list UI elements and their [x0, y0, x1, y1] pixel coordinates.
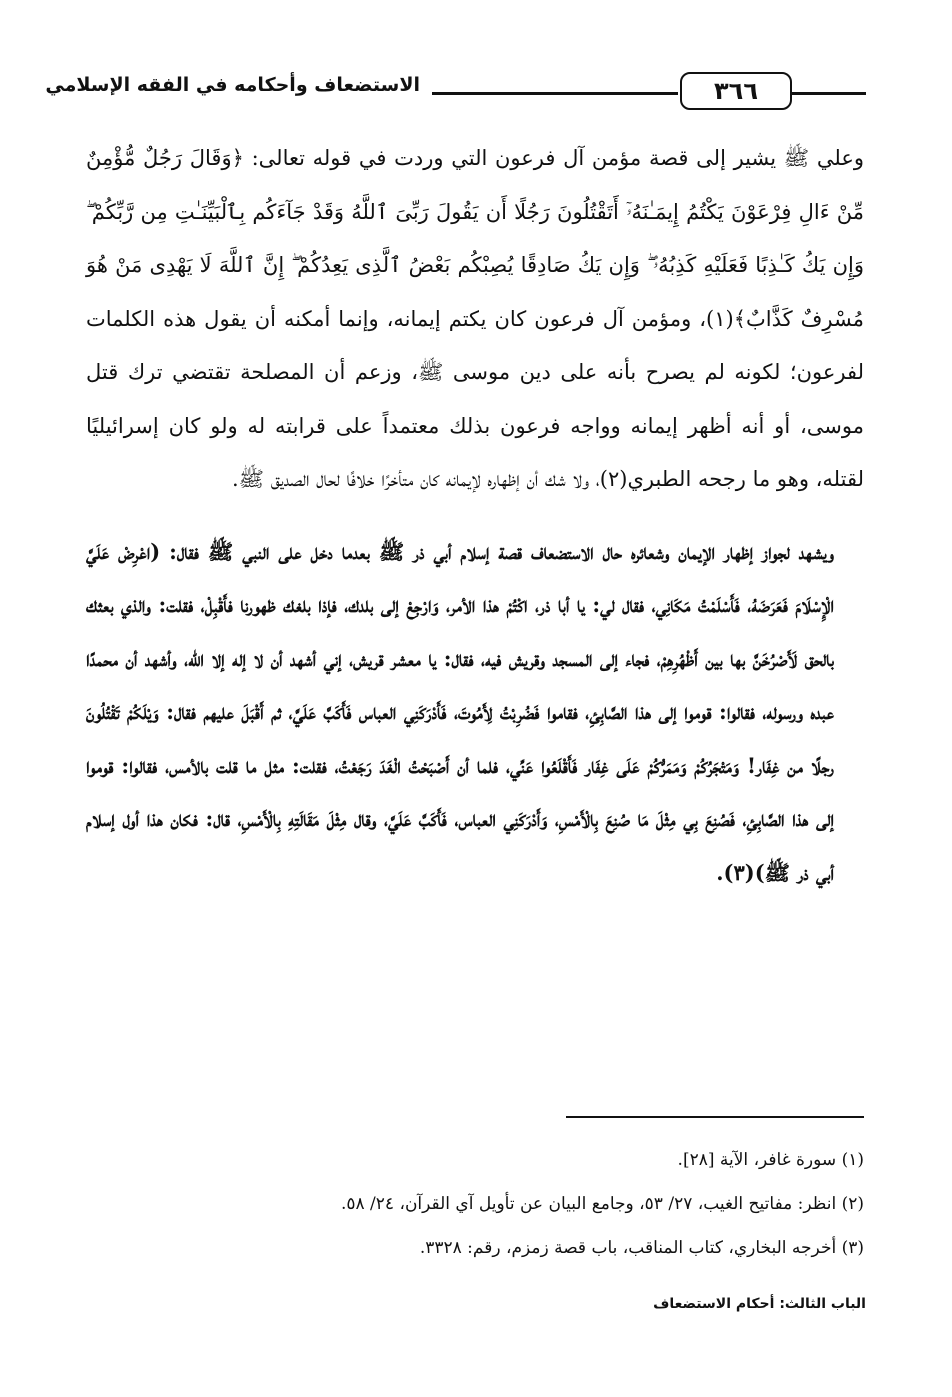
running-title: الاستضعاف وأحكامه في الفقه الإسلامي — [39, 74, 426, 96]
paragraph-2: ويشهد لجواز إظهار الإيمان وشعائره حال الاستضعاف قصة إسلام أبي ذر ﷺ بعدما دخل على النبي ﷺ فقال: (اعْرِضْ عَلَيَّ الْإِسْلَامَ فَعَرَضَهُ، فَأَسْلَمْتُ مَكَانِي، فقال لي: يا أبا ذر، اكْتُمْ هذا الأمر، وَارْجِعْ إلى بلدك، فإذا بلغك ظهورنا فأَقْبِلْ، فقلت: والذي بعثك بالحق لَأَصْرُخَنَّ بها بين أَظْهُرِهِمْ، فجاء إلى المسجد وقريش فيه، فقال: يا معشر قريش، إني أشهد أن لا إله إلا الله، وأشهد أن محمدًا عبده ورسوله، فقالوا: قوموا إلى هذا الصَّابِئِ، فقاموا فَضُرِبْتُ لِأَمُوتَ، فَأَدْرَكَنِي العباس فَأَكَبَّ عَلَيَّ، ثم أَقْبَلَ عليهم فقال: وَيْلَكُمْ تَقْتُلُونَ رجلًا من غِفَار! وَمَتْجَرُكُمْ وَمَمَرُّكُمْ عَلَى غِفَار فَأَقْلَعُوا عَنِّي، فلما أن أَصْبَحْتُ الْغَدَ رَجَعْتُ، فقلت: مثل ما قلت بالأمس، فقالوا: قوموا إلى هذا الصَّابِئِ، فَصُنِعَ بِي مِثْلَ مَا صُنِعَ بِالْأَمْسِ، وَأَدْرَكَنِي العباس، فَأَكَبَّ عَلَيَّ، وقال مِثْلَ مَقَالَتِهِ بِالْأَمْسِ، قال: فكان هذا أول إسلام أبي ذر ﷺ)(٣). — [86, 538, 834, 885]
footnotes — [86, 1138, 864, 1270]
running-header — [45, 68, 866, 112]
page-number: ٣٦٦ — [680, 72, 792, 110]
footnote-separator — [566, 1116, 864, 1118]
chapter-footer: الباب الثالث: أحكام الاستضعاف — [653, 1296, 866, 1312]
header-rule-middle — [432, 92, 678, 95]
body-text — [86, 132, 864, 899]
footnote-2: (٢) انظر: مفاتيح الغيب، ٢٧/ ٥٣، وجامع البيان عن تأويل آي القرآن، ٢٤/ ٥٨. — [340, 1194, 864, 1214]
header-rule-right — [791, 92, 866, 95]
footnote-3: (٣) أخرجه البخاري، كتاب المناقب، باب قصة زمزم، رقم: ٣٣٢٨. — [419, 1238, 864, 1258]
paragraph-1: وعلي ﷺ يشير إلى قصة مؤمن آل فرعون التي وردت في قوله تعالى: ﴿وَقَالَ رَجُلٌ مُّؤْمِنٌ مِّنْ ءَالِ فِرْعَوْنَ يَكْتُمُ إِيمَـٰنَهُۥٓ أَتَقْتُلُونَ رَجُلًا أَن يَقُولَ رَبِّىَ ٱللَّهُ وَقَدْ جَآءَكُم بِٱلْبَيِّنَـٰتِ مِن رَّبِّكُمْ ۖ وَإِن يَكُ كَـٰذِبًا فَعَلَيْهِ كَذِبُهُۥ ۖ وَإِن يَكُ صَادِقًا يُصِبْكُم بَعْضُ ٱلَّذِى يَعِدُكُمْ ۖ إِنَّ ٱللَّهَ لَا يَهْدِى مَنْ هُوَ مُسْرِفٌ كَذَّابٌ﴾(١)، ومؤمن آل فرعون كان يكتم إيمانه، وإنما أمكنه أن يقول هذه الكلمات لفرعون؛ لكونه لم يصرح بأنه على دين موسى ﷺ، وزعم أن المصلحة تقتضي ترك قتل موسى، أو أنه أظهر إيمانه وواجه فرعون بذلك معتمداً على قرابته له ولو كان إسرائيليًا لقتله، وهو ما رجحه الطبري(٢)، ولا شك أن إظهاره لإيمانه كان متأخرًا خلافًا لحال الصديق ﷺ. — [86, 146, 864, 491]
footnote-1: (١) سورة غافر، الآية [٢٨]. — [677, 1150, 864, 1170]
